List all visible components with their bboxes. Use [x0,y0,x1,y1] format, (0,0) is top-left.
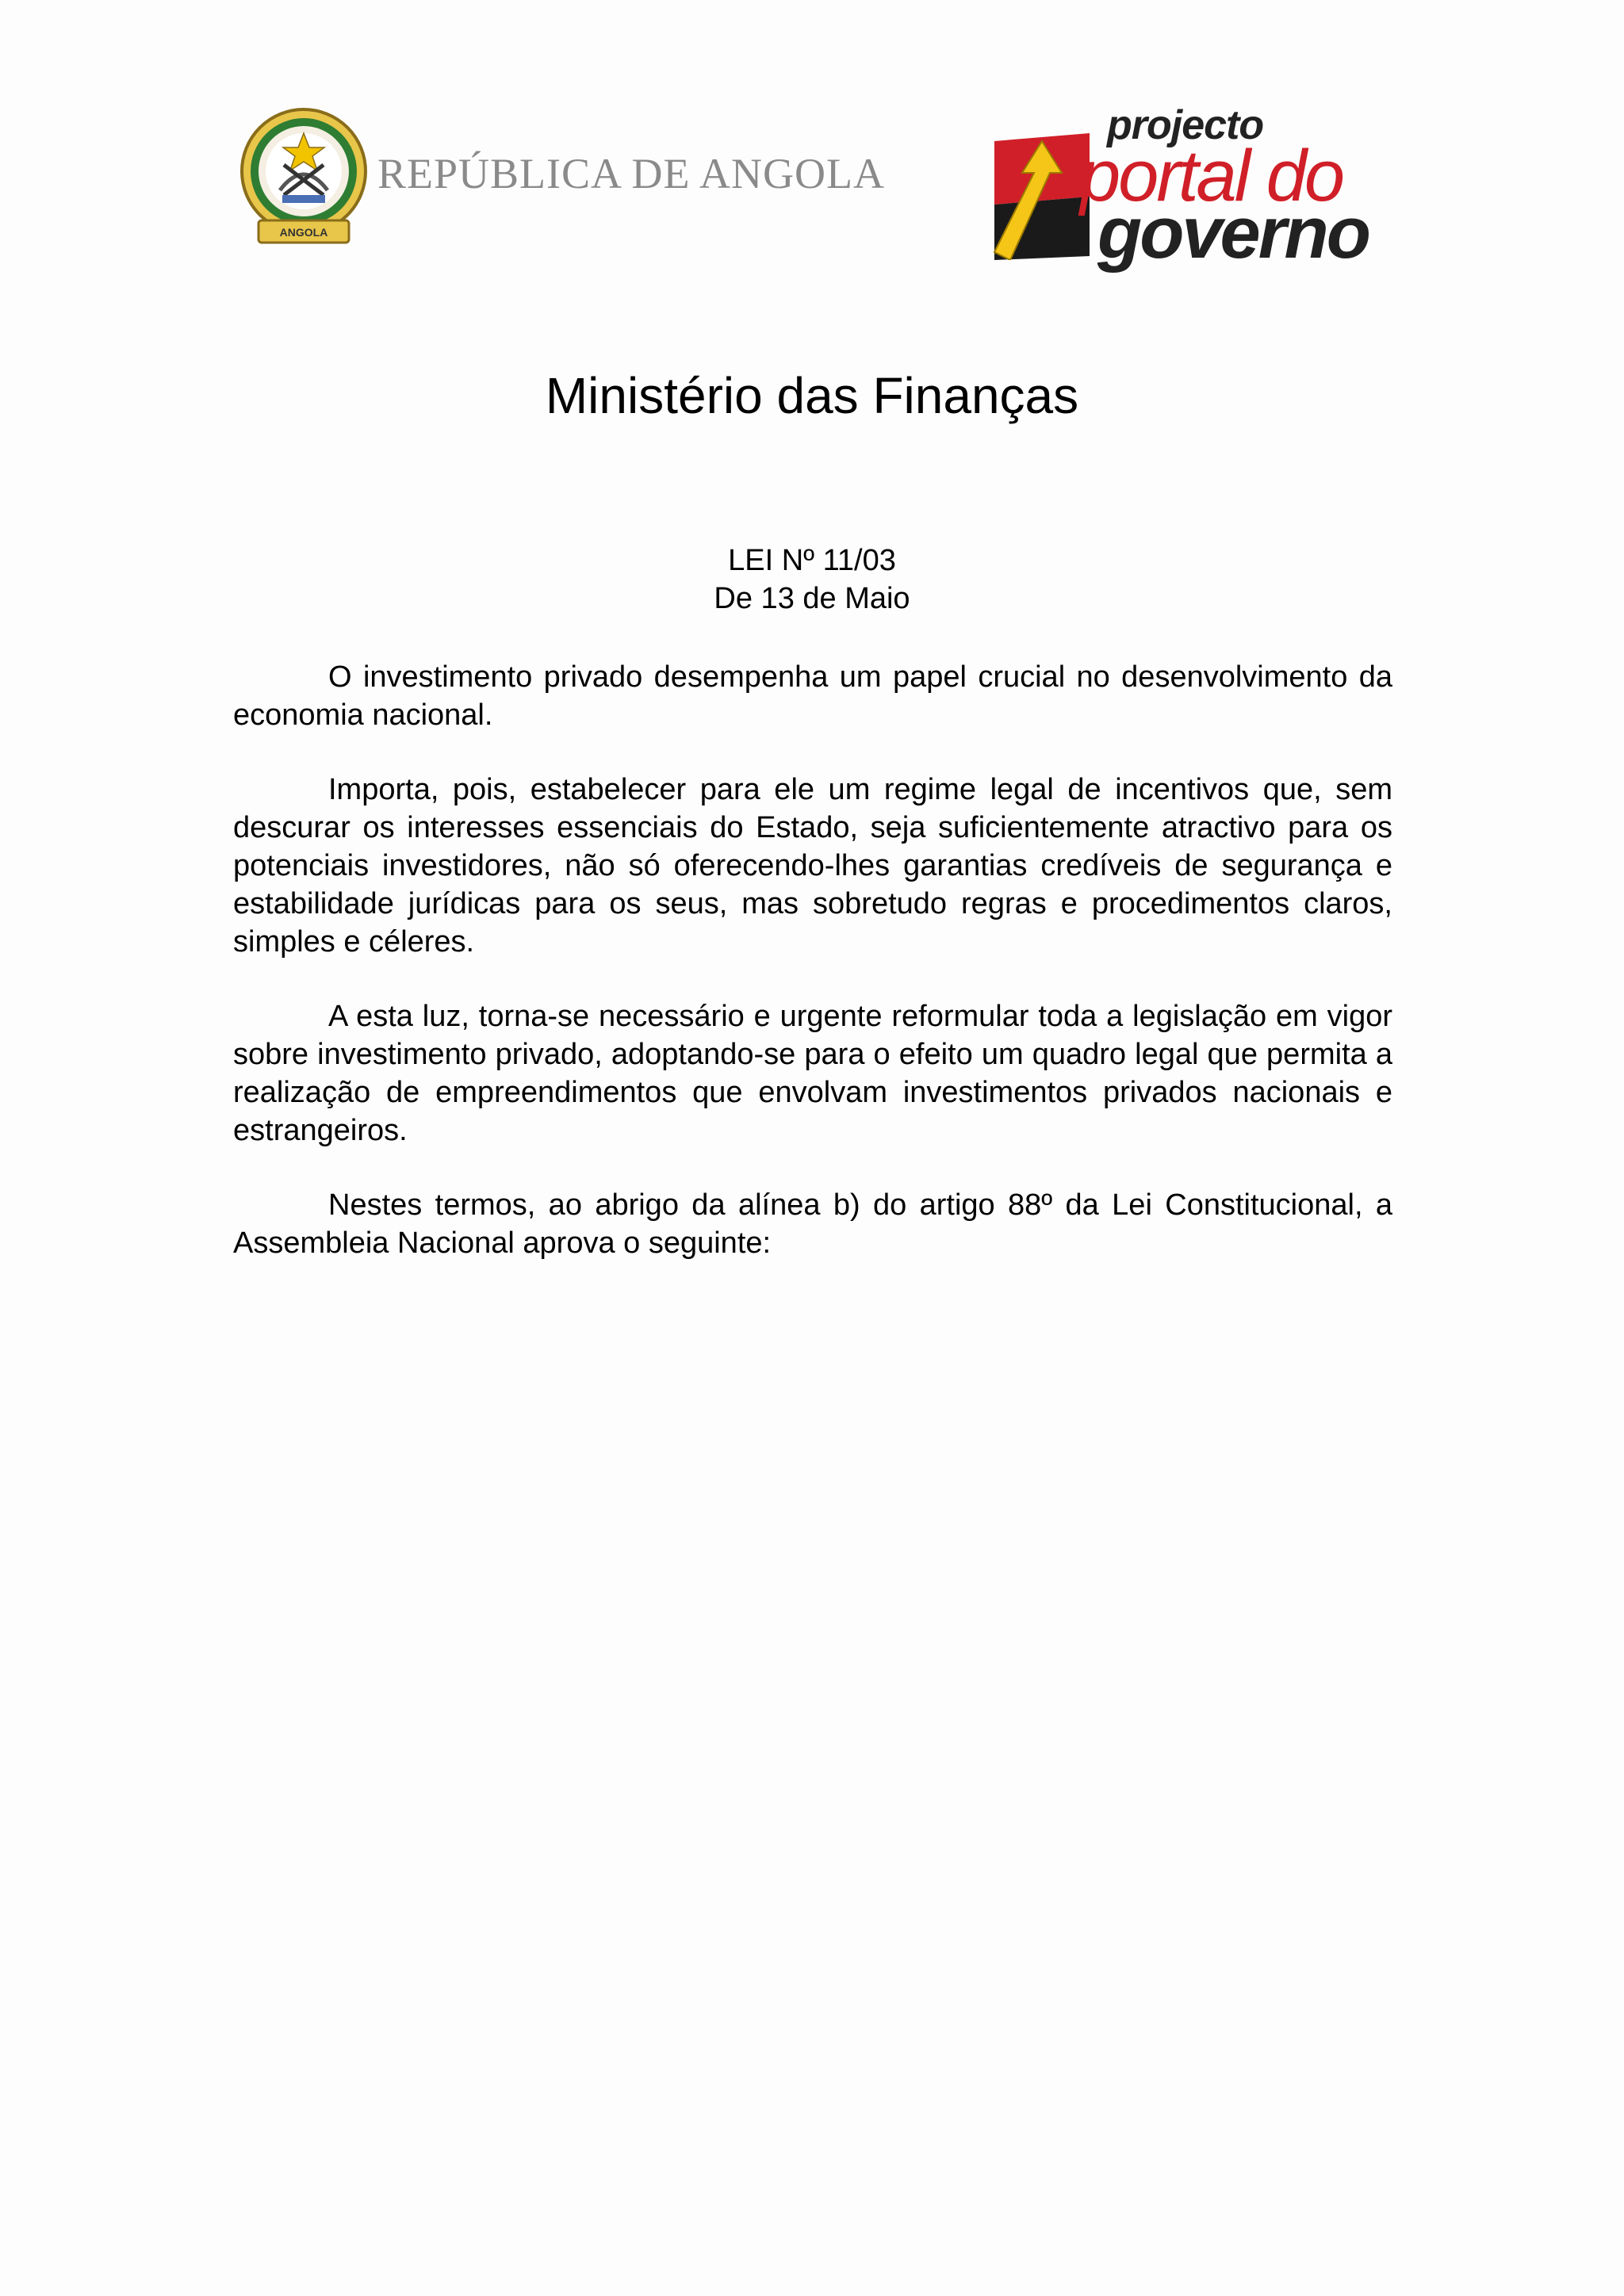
law-date: De 13 de Maio [714,582,910,615]
republic-header [236,101,886,257]
angola-emblem-icon [236,101,371,252]
ministry-title: Ministério das Finanças [545,367,1079,424]
body-paragraph: A esta luz, torna-se necessário e urgente reformular toda a legislação em vigor sobre investimento privado, adoptando-se para o efeito um quadro legal que permita a realização de empreendimentos que envolvam investimentos privados nacionais e estrangeiros. [233,1000,1392,1147]
body-paragraph: Importa, pois, estabelecer para ele um regime legal de incentivos que, sem descurar os interesses essenciais do Estado, seja suficientemente atractivo para os potenciais investidores, não só oferecendo-lhes garantias credíveis de segurança e estabilidade jurídicas para os seus, mas sobretudo regras e procedimentos claros, simples e céleres. [233,773,1392,959]
portal-logo-line1: projecto [1107,102,1264,148]
body-paragraph: O investimento privado desempenha um papel crucial no desenvolvimento da economia nacional. [233,660,1392,732]
portal-logo-line3: governo [1097,193,1369,274]
portal-do-governo-logo [979,101,1391,274]
republic-title: REPÚBLICA DE ANGOLA [377,150,886,197]
law-number: LEI Nº 11/03 [728,544,896,577]
portal-logo-line2: portal do [1080,136,1343,216]
document-body [233,658,1392,1299]
body-paragraph: Nestes termos, ao abrigo da alínea b) do artigo 88º da Lei Constitucional, a Assembleia Nacional aprova o seguinte: [233,1188,1392,1260]
emblem-caption: ANGOLA [279,226,328,239]
